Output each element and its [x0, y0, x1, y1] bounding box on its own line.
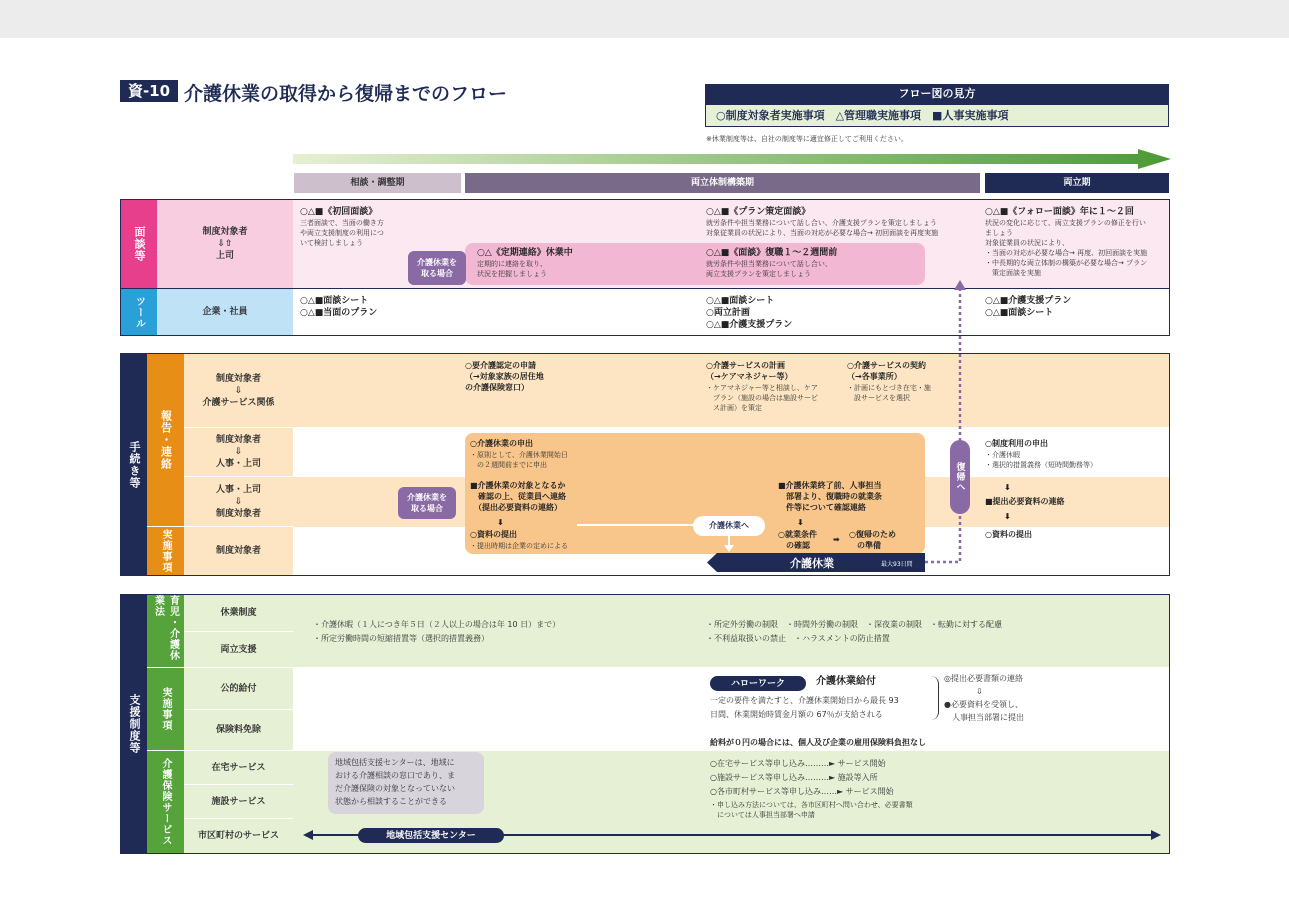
phase-build: 両立体制構築期: [465, 173, 980, 193]
row-facility-service: 施設サービス: [184, 785, 293, 818]
row-head-tool: ツール: [121, 289, 157, 335]
row-exec: 制度対象者: [184, 527, 293, 575]
law-list-right: ・所定外労働の制限 ・時間外労働の制限 ・深夜業の制限 ・転勤に対する配慮 ・不利益取扱いの禁止 ・ハラスメントの防止措置: [706, 620, 1002, 643]
legend-items: ○制度対象者実施事項 △管理職実施事項 ■人事実施事項: [705, 104, 1169, 127]
benefit-title: 介護休業給付: [816, 676, 876, 687]
phase-consult: 相談・調整期: [294, 173, 461, 193]
row-premium-exempt: 保険料免除: [184, 710, 293, 750]
divider-a: [184, 427, 1169, 428]
follow-interview-title: ○△■《フォロー面談》年に１～２回: [985, 207, 1134, 217]
row-municipal-service: 市区町村のサービス: [184, 819, 293, 853]
legend-title: フロー図の見方: [705, 84, 1169, 104]
return-interview-title: ○△■《面談》復職１～２週間前: [706, 248, 838, 258]
benefit-process: ◎提出必要書類の連絡 ⇩ ●必要資料を受領し、 人事担当部署に提出: [944, 674, 1024, 722]
arrow-down-3: ⬇: [1004, 483, 1011, 492]
arrow-down-4: ⬇: [1004, 512, 1011, 521]
row-leave-system: 休業制度: [184, 595, 293, 631]
return-interview-desc: 就労条件や担当業務について話し合い、 両立支援プランを策定しましょう: [706, 260, 832, 278]
return-pill: 復帰へ: [950, 440, 970, 514]
divider-d: [147, 667, 293, 668]
submit-docs-desc: ・提出時期は企業の定めによる: [470, 542, 568, 550]
law-subhead: 育児・介護休業法: [147, 595, 184, 667]
legend-note: ※休業制度等は、自社の制度等に適宜修正してご利用ください。: [706, 135, 908, 143]
return-dotted-path: [920, 278, 970, 568]
tool-build: ○△■面談シート ○両立計画 ○△■介護支援プラン: [706, 296, 793, 330]
care-cert-application: ○要介護認定の申請 （→対象家族の居住地 の介護保険窓口）: [465, 361, 544, 392]
system-use-desc: ・介護休暇 ・選択的措置義務（短時間勤務等）: [985, 451, 1097, 469]
return-contact: ■介護休業終了前、人事担当 部署より、復職時の就業条 件等について確認連絡: [778, 481, 882, 512]
support-head: 支援制度等: [121, 595, 147, 853]
care-plan-desc: ・ケアマネジャー等と相談し、ケア プラン（施設の場合は施設サービ ス計画）を策定: [706, 384, 818, 412]
initial-interview-desc: 三者面談で、当面の働き方 や両立支援制度の利用につ いて検討しましょう: [300, 219, 384, 247]
return-preparation: ○復帰のため の準備: [849, 530, 896, 550]
service-note: ・申し込み方法については、各市区町村へ問い合わせ、必要書類 については人事担当部署へ申請: [710, 801, 913, 819]
arrow-down-2: ⬇: [797, 518, 804, 527]
timeline-arrow: [293, 148, 1173, 170]
arrow-down-1: ⬇: [497, 518, 504, 527]
hellowork-pill: ハローワーク: [710, 676, 806, 691]
row-care-service: 制度対象者 ⇩ 介護サービス関係: [184, 354, 293, 427]
to-leave-pill: 介護休業へ: [693, 516, 765, 536]
tool-consult: ○△■面談シート ○△■当面のプラン: [300, 296, 378, 318]
insurance-exempt-text: 給料が０円の場合には、個人及び企業の雇用保険料負担なし: [710, 738, 926, 747]
divider-e: [147, 750, 293, 751]
service-flow: ○在宅サービス等申し込み………► サービス開始 ○施設サービス等申し込み………► 施設等入所 ○各市町村サービス等申し込み……► サービス開始: [710, 759, 894, 796]
row-to-employee: 人事・上司 ⇩ 制度対象者: [184, 477, 293, 527]
title-badge: 資-10: [120, 80, 178, 102]
arrow-right: ➡: [833, 535, 840, 544]
care-contract-desc: ・計画にもとづき在宅・施 設サービスを選択: [847, 384, 931, 402]
system-use-request: ○制度利用の申出: [985, 439, 1048, 448]
periodic-contact-title: ○△《定期連絡》休業中: [477, 248, 573, 258]
row-home-service: 在宅サービス: [184, 751, 293, 784]
law-list-left: ・介護休暇（１人につき年５日（２人以上の場合は年 10 日）まで） ・所定労働時間の短縮措置等（選択的措置義務）: [313, 620, 561, 643]
leave-line: [577, 524, 697, 526]
leave-bar-note: 最大93日間: [881, 561, 913, 568]
row-public-benefit: 公的給付: [184, 668, 293, 709]
docs-contact: ■提出必要資料の連絡: [985, 497, 1065, 506]
leave-request-desc: ・原則として、介護休業開始日 の２週間前までに申出: [470, 451, 568, 469]
phase-balance: 両立期: [985, 173, 1169, 193]
divider-c: [147, 526, 293, 527]
row-head-interview: 面談等: [121, 200, 157, 288]
benefit-brace: [931, 676, 939, 720]
care-contract-title: ○介護サービスの契約 （→各事業所）: [847, 361, 926, 381]
follow-interview-desc: 状況の変化に応じて、両立支援プランの修正を行い ましょう 対象従業員の状況により、 ・当面の対応が必要な場合→ 再度、初回面談を実施 ・中長期的な両立体制の構築が必要な場合→ プラン 策定面談を実施: [985, 219, 1148, 277]
leave-bubble-1: 介護休業を 取る場合: [408, 251, 466, 285]
procedures-head: 手続き等: [121, 354, 147, 575]
hr-confirm-contact: ■介護休業の対象となるか 確認の上、従業員へ連絡 （提出必要資料の連絡）: [470, 481, 566, 512]
initial-interview-title: ○△■《初回面談》: [300, 207, 378, 217]
impl-subhead: 実施事項: [147, 668, 184, 750]
row-role-interview: 制度対象者 ⇩⇧ 上司: [157, 200, 293, 288]
top-bar: [0, 0, 1289, 38]
page-title: 介護休業の取得から復帰までのフロー: [184, 83, 508, 105]
care-plan-title: ○介護サービスの計画 （→ケアマネジャー等）: [706, 361, 793, 381]
docs-submit: ○資料の提出: [985, 530, 1032, 539]
leave-request-title: ○介護休業の申出: [470, 439, 533, 448]
row-balance-support: 両立支援: [184, 632, 293, 667]
tool-balance: ○△■介護支援プラン ○△■面談シート: [985, 296, 1072, 318]
row-role-tool: 企業・社員: [157, 289, 293, 335]
insurance-subhead: 介護保険サービス: [147, 751, 184, 853]
leave-down-arrow: [723, 535, 735, 553]
exec-subhead: 実施事項: [147, 527, 184, 575]
submit-docs-title: ○資料の提出: [470, 530, 517, 539]
benefit-desc: 一定の要件を満たすと、介護休業開始日から最長 93 日間、休業開始時賃金月額の 67％が支給される: [710, 696, 899, 719]
plan-interview-desc: 就労条件や担当業務について話し合い、介護支援プランを策定しましょう 対象従業員の状況により、当面の対応が必要な場合→ 初回面談を再度実施: [706, 219, 939, 237]
center-callout-text: 地域包括支援センターは、地域に おける介護相談の窓口であり、ま だ介護保険の対象となっていない 状態から相談することができる: [335, 758, 455, 806]
leave-bubble-2: 介護休業を 取る場合: [398, 487, 456, 519]
report-subhead: 報告・連絡: [147, 354, 184, 526]
row-to-hr: 制度対象者 ⇩ 人事・上司: [184, 427, 293, 477]
plan-interview-title: ○△■《プラン策定面談》: [706, 207, 811, 217]
leave-bar-label: 介護休業: [790, 557, 834, 570]
periodic-contact-desc: 定期的に連絡を取り、 状況を把握しましょう: [477, 260, 547, 278]
work-condition-check: ○就業条件 の確認: [778, 530, 817, 550]
section1-divider: [121, 288, 1169, 289]
center-bar-label: 地域包括支援センター: [358, 828, 504, 843]
